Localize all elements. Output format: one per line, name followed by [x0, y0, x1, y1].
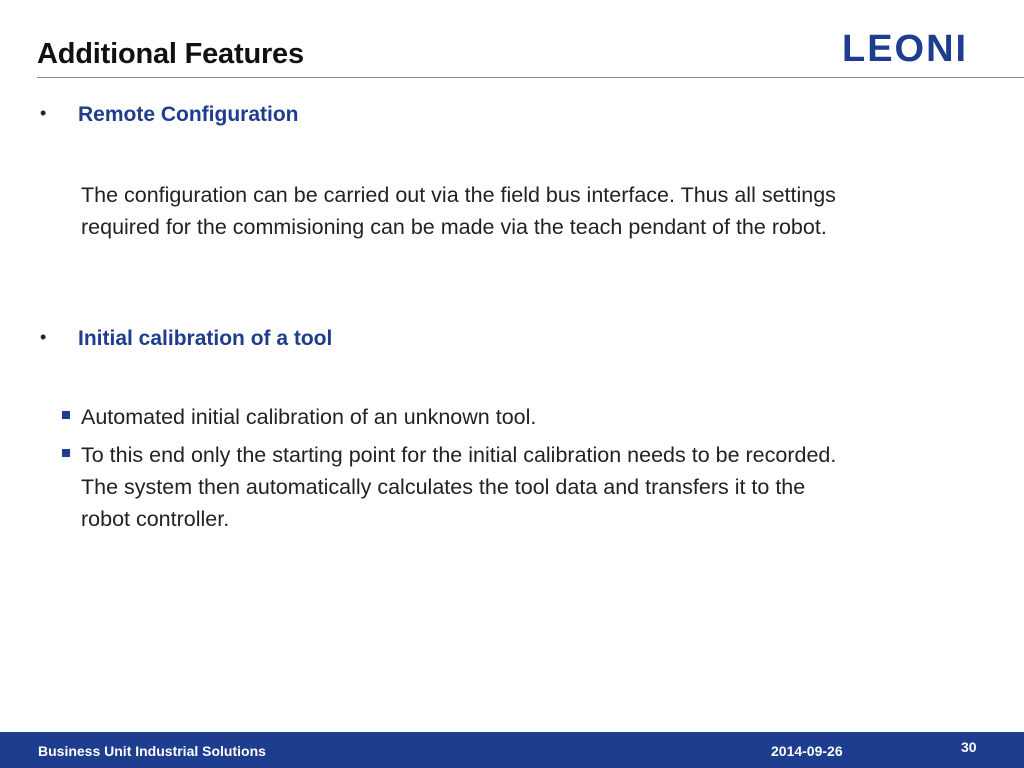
footer-business-unit: Business Unit Industrial Solutions [38, 743, 266, 759]
sub-bullet-line: Automated initial calibration of an unknown tool. [81, 405, 537, 429]
remote-configuration-paragraph [81, 179, 1001, 243]
square-bullet-icon [62, 449, 70, 457]
section-heading: Remote Configuration [78, 103, 299, 126]
header-divider [37, 77, 1024, 78]
section-heading: Initial calibration of a tool [78, 327, 333, 350]
paragraph-line: required for the commisioning can be made via the teach pendant of the robot. [81, 215, 827, 239]
leoni-logo: LEONI [842, 28, 969, 70]
page-number: 30 [961, 739, 977, 755]
bullet-dot-icon: • [40, 327, 47, 347]
paragraph-line: The configuration can be carried out via the field bus interface. Thus all settings [81, 183, 836, 207]
footer-date: 2014-09-26 [771, 743, 843, 759]
bullet-dot-icon: • [40, 103, 47, 123]
square-bullet-icon [62, 411, 70, 419]
sub-bullet-line: To this end only the starting point for the initial calibration needs to be recorded. [81, 443, 837, 467]
slide-title: Additional Features [37, 38, 304, 70]
sub-bullet-text [81, 439, 1001, 535]
sub-bullet-line: The system then automatically calculates the tool data and transfers it to the [81, 475, 806, 499]
footer-bar [0, 732, 1024, 768]
sub-bullet-line: robot controller. [81, 507, 230, 531]
sub-bullet-text [81, 401, 1001, 433]
